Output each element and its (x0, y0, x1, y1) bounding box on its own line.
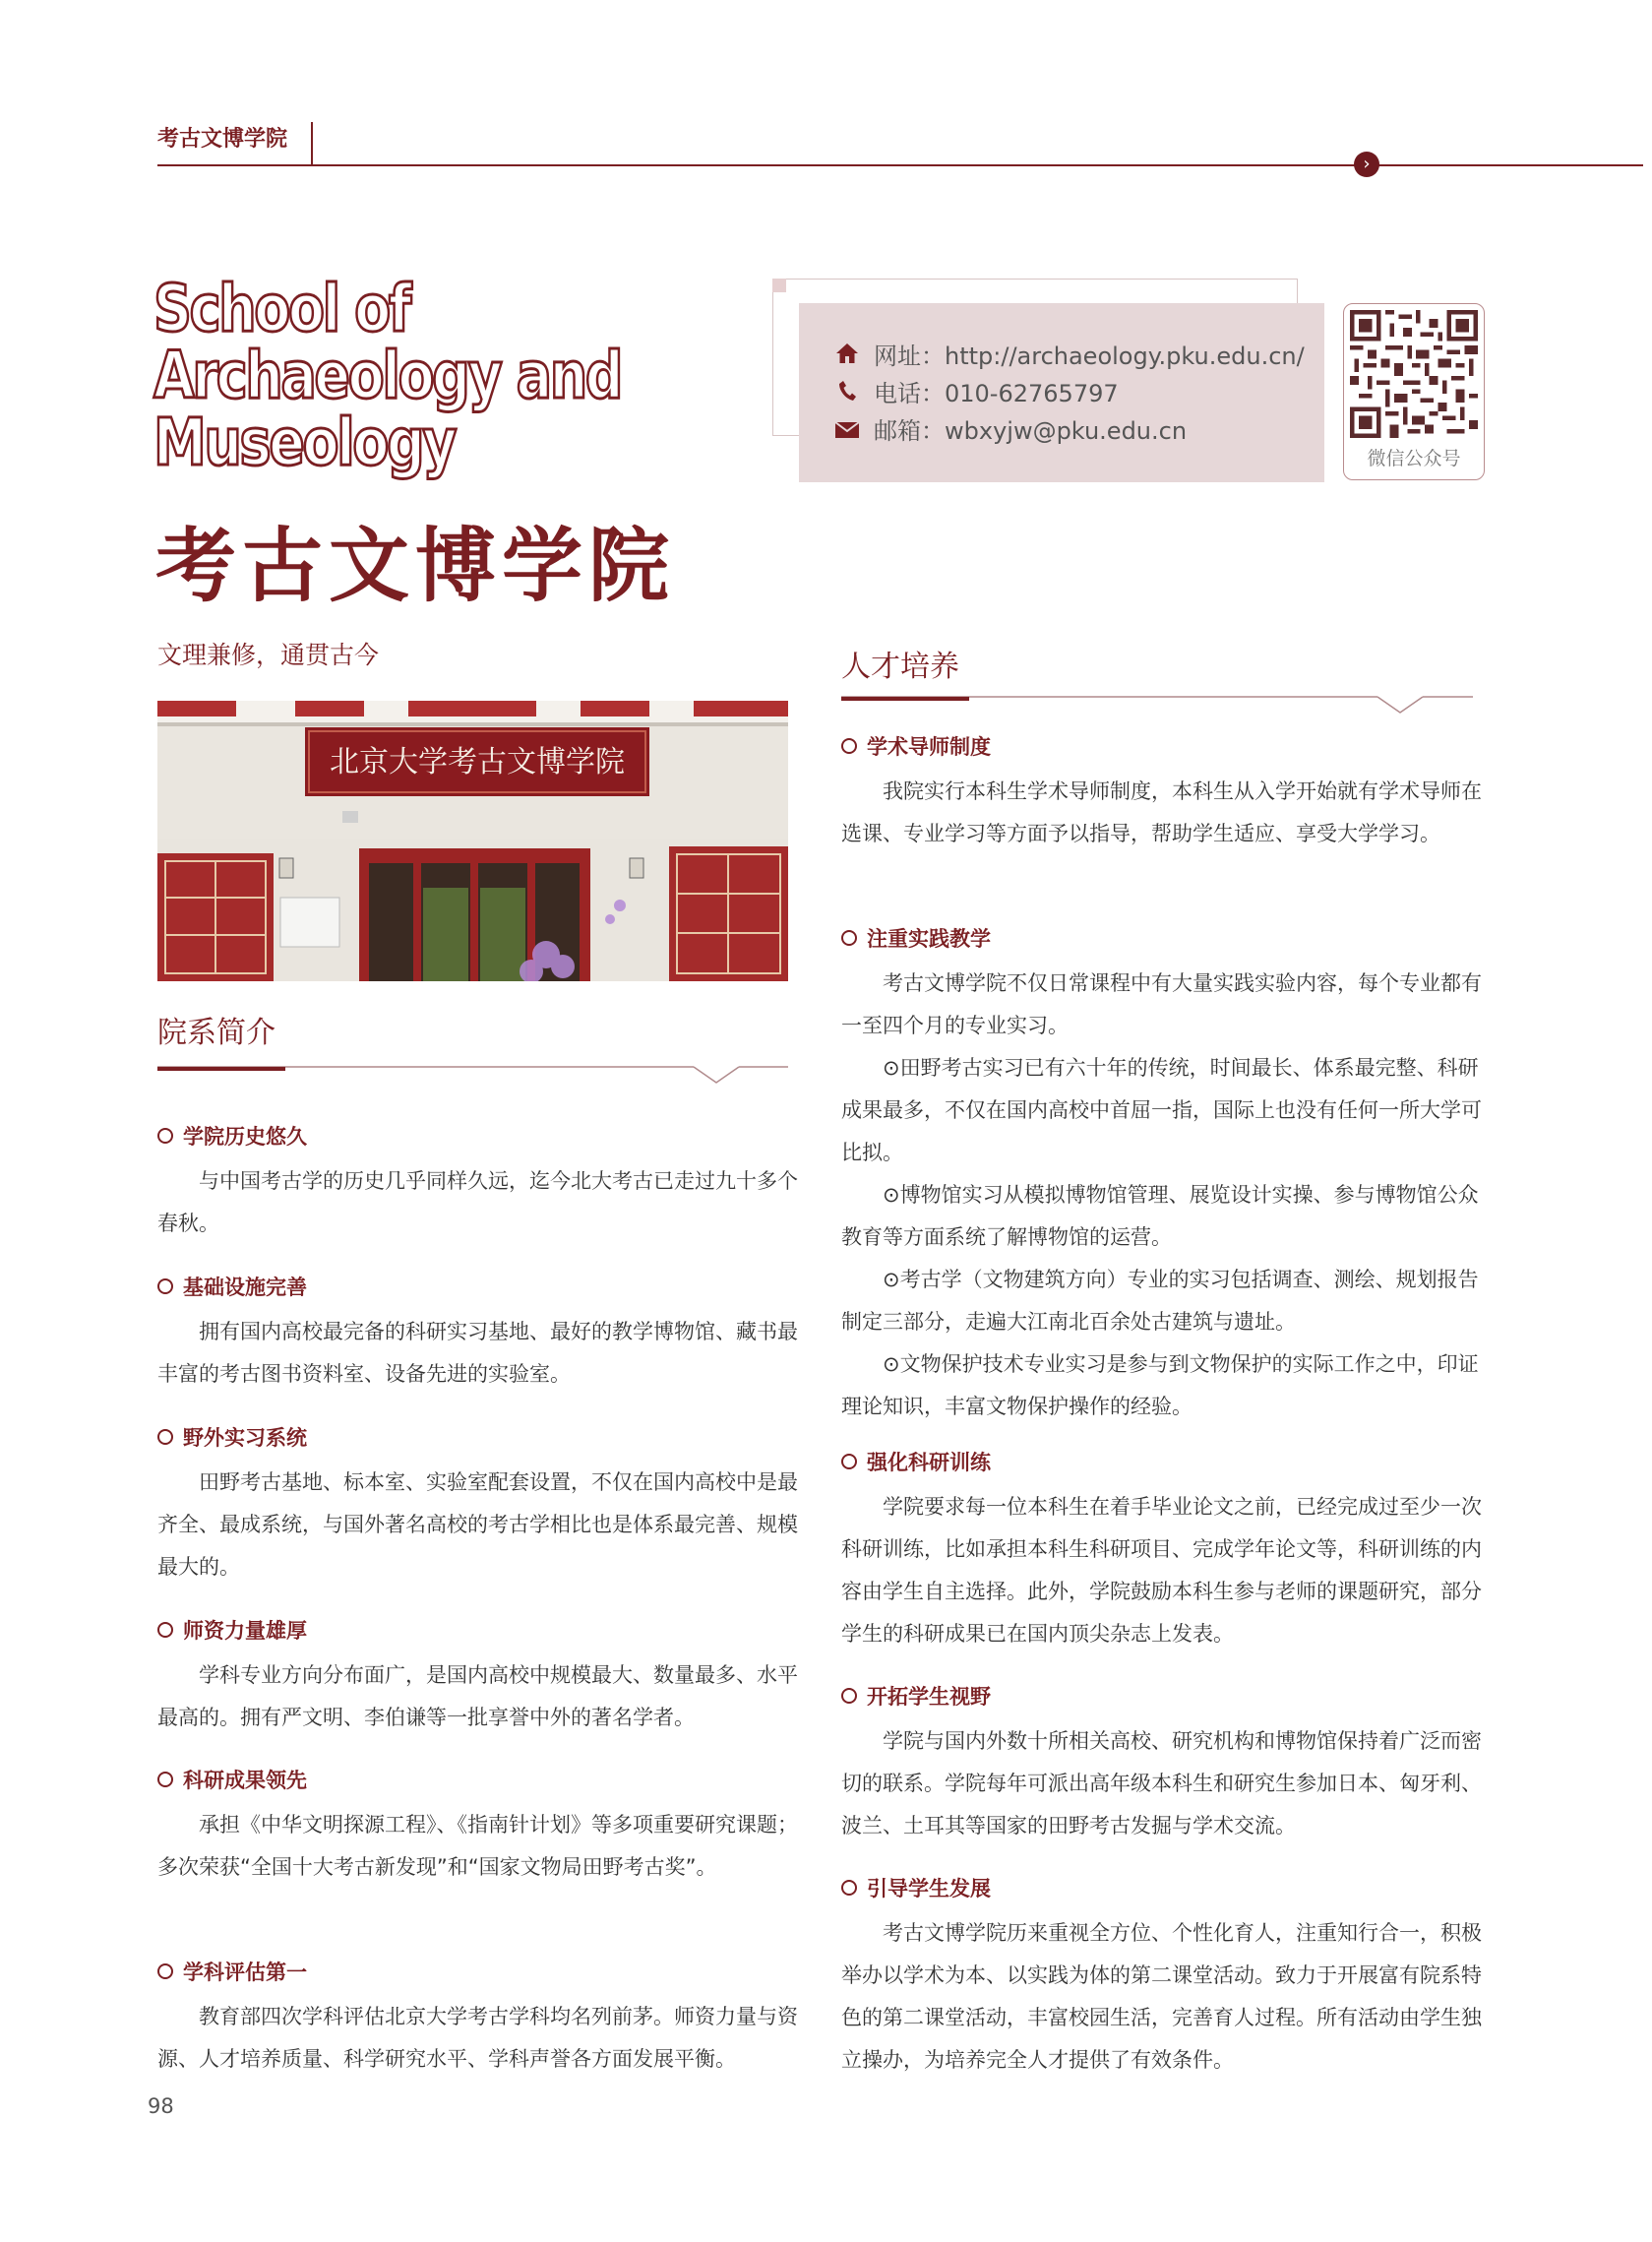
item-heading: 注重实践教学 (841, 923, 1491, 953)
intro-item (157, 1121, 802, 1245)
sign-text: 北京大学考古文博学院 (330, 745, 625, 779)
page-number: 98 (148, 2094, 174, 2118)
intro-item (157, 1272, 802, 1396)
item-heading: 基础设施完善 (157, 1272, 802, 1301)
english-title-line: School of (153, 271, 409, 346)
circle-bullet-icon (157, 1622, 173, 1638)
circle-bullet-icon (841, 1880, 857, 1896)
section-rule-training (841, 691, 1491, 720)
training-item (841, 1681, 1491, 1847)
item-paragraph: 田野考古基地、标本室、实验室配套设置，不仅在国内高校中是最齐全、最成系统，与国外著名高校的考古学相比也是体系最完善、规模最大的。 (157, 1470, 798, 1579)
item-heading: 引导学生发展 (841, 1873, 1491, 1902)
building-photo (157, 701, 788, 981)
header-rule (157, 164, 1643, 166)
item-paragraph: 拥有国内高校最完备的科研实习基地、最好的教学博物馆、藏书最丰富的考古图书资料室、设备先进的实验室。 (157, 1320, 798, 1386)
item-paragraph: ⊙考古学（文物建筑方向）专业的实习包括调查、测绘、规划报告制定三部分，走遍大江南北百余处古建筑与遗址。 (841, 1268, 1479, 1334)
running-header: 考古文博学院 (157, 127, 288, 152)
intro-item (157, 1765, 802, 1889)
circle-bullet-icon (157, 1278, 173, 1294)
chevron-right-icon: › (1354, 152, 1379, 177)
item-paragraph: ⊙田野考古实习已有六十年的传统，时间最长、体系最完整、科研成果最多，不仅在国内高校中首屈一指，国际上也没有任何一所大学可比拟。 (841, 1056, 1482, 1164)
section-title-training: 人才培养 (841, 650, 959, 684)
contact-phone: 电话：010-62765797 (834, 374, 1119, 408)
item-heading: 学院历史悠久 (157, 1121, 802, 1151)
training-item (841, 1873, 1491, 2082)
item-heading: 野外实习系统 (157, 1422, 802, 1452)
email-link[interactable]: wbxyjw@pku.edu.cn (945, 417, 1188, 445)
item-paragraph: 教育部四次学科评估北京大学考古学科均名列前茅。师资力量与资源、人才培养质量、科学研究水平、学科声誉各方面发展平衡。 (157, 2005, 798, 2071)
item-paragraph: 学科专业方向分布面广，是国内高校中规模最大、数量最多、水平最高的。拥有严文明、李伯谦等一批享誉中外的著名学者。 (157, 1663, 798, 1729)
circle-bullet-icon (841, 930, 857, 946)
circle-bullet-icon (841, 1688, 857, 1704)
training-item (841, 923, 1491, 1428)
section-title-intro: 院系简介 (157, 1016, 275, 1050)
contact-email: 邮箱：wbxyjw@pku.edu.cn (834, 411, 1187, 446)
qr-code-card (1343, 303, 1485, 480)
intro-item (157, 1615, 802, 1739)
contact-website: 网址：http://archaeology.pku.edu.cn/ (834, 337, 1305, 371)
qr-caption: 微信公众号 (1367, 448, 1461, 469)
mail-icon (834, 420, 860, 445)
item-heading: 学科评估第一 (157, 1957, 802, 1986)
item-paragraph: 学院要求每一位本科生在着手毕业论文之前，已经完成过至少一次科研训练，比如承担本科生科研项目、完成学年论文等，科研训练的内容由学生自主选择。此外，学院鼓励本科生参与老师的课题研究，部分学生的科研成果已在国内顶尖杂志上发表。 (841, 1495, 1482, 1646)
section-rule-intro (157, 1057, 797, 1087)
item-paragraph: ⊙文物保护技术专业实习是参与到文物保护的实际工作之中，印证理论知识，丰富文物保护操作的经验。 (841, 1352, 1479, 1418)
item-heading: 师资力量雄厚 (157, 1615, 802, 1645)
phone-icon (834, 380, 860, 407)
intro-item (157, 1957, 802, 2081)
home-icon (834, 343, 860, 370)
slogan: 文理兼修，通贯古今 (157, 641, 380, 669)
item-paragraph: 学院与国内外数十所相关高校、研究机构和博物馆保持着广泛而密切的联系。学院每年可派出高年级本科生和研究生参加日本、匈牙利、波兰、土耳其等国家的田野考古发掘与学术交流。 (841, 1729, 1482, 1837)
website-link[interactable]: http://archaeology.pku.edu.cn/ (945, 343, 1305, 370)
item-paragraph: ⊙博物馆实习从模拟博物馆管理、展览设计实操、参与博物馆公众教育等方面系统了解博物馆的运营。 (841, 1183, 1479, 1249)
english-title-line: Archaeology and (153, 338, 622, 413)
page-title: 考古文博学院 (155, 519, 676, 613)
decor-square (772, 279, 786, 292)
item-heading: 开拓学生视野 (841, 1681, 1491, 1711)
header-divider (311, 122, 313, 165)
qr-code[interactable] (1350, 310, 1478, 438)
circle-bullet-icon (841, 738, 857, 754)
circle-bullet-icon (157, 1128, 173, 1144)
english-title-line: Museology (153, 405, 456, 480)
item-heading: 强化科研训练 (841, 1447, 1491, 1476)
item-paragraph: 考古文博学院不仅日常课程中有大量实践实验内容，每个专业都有一至四个月的专业实习。 (841, 971, 1482, 1037)
circle-bullet-icon (157, 1772, 173, 1787)
training-item (841, 731, 1491, 855)
english-title (153, 271, 622, 480)
item-heading: 科研成果领先 (157, 1765, 802, 1794)
item-heading: 学术导师制度 (841, 731, 1491, 761)
circle-bullet-icon (157, 1963, 173, 1979)
item-paragraph: 承担《中华文明探源工程》、《指南针计划》等多项重要研究课题；多次荣获“全国十大考古新发现”和“国家文物局田野考古奖”。 (157, 1813, 798, 1879)
item-paragraph: 与中国考古学的历史几乎同样久远，迄今北大考古已走过九十多个春秋。 (157, 1169, 798, 1235)
circle-bullet-icon (157, 1429, 173, 1445)
circle-bullet-icon (841, 1454, 857, 1469)
contact-box (799, 303, 1324, 482)
training-item (841, 1447, 1491, 1655)
item-paragraph: 考古文博学院历来重视全方位、个性化育人，注重知行合一，积极举办以学术为本、以实践为体的第二课堂活动。致力于开展富有院系特色的第二课堂活动，丰富校园生活，完善育人过程。所有活动由学生独立操办，为培养完全人才提供了有效条件。 (841, 1921, 1482, 2072)
phone-number: 010-62765797 (945, 380, 1119, 407)
item-paragraph: 我院实行本科生学术导师制度，本科生从入学开始就有学术导师在选课、专业学习等方面予以指导，帮助学生适应、享受大学学习。 (841, 779, 1482, 845)
intro-item (157, 1422, 802, 1588)
